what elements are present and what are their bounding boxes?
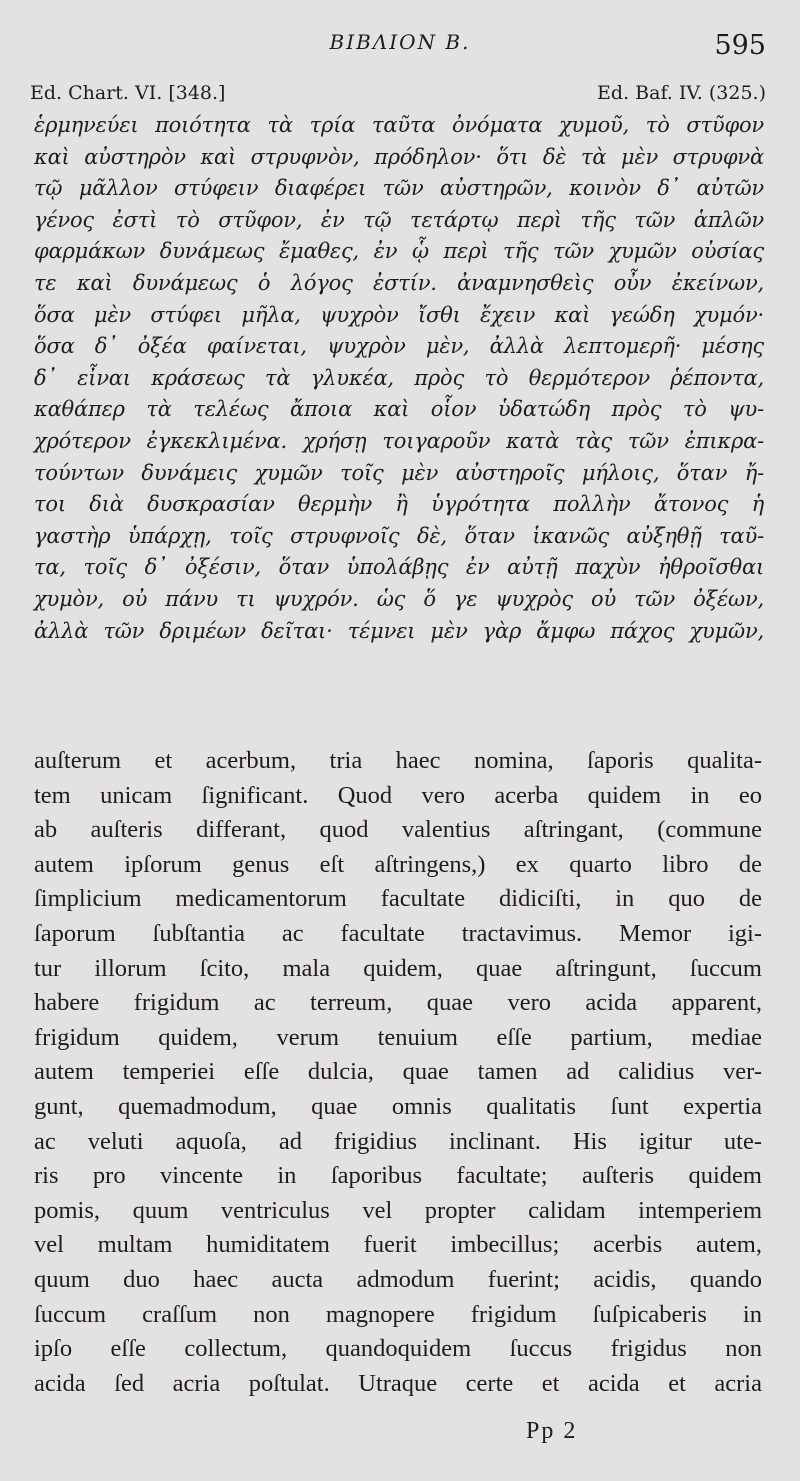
latin-line: ris pro vincente in ſaporibus facultate; auſteris quidem bbox=[34, 1162, 762, 1190]
greek-line: γένος ἐστὶ τὸ στῦφον, ἐν τῷ τετάρτῳ περὶ τῆς τῶν ἁπλῶν bbox=[34, 207, 764, 232]
greek-line: χυμὸν, οὐ πάνυ τι ψυχρόν. ὡς ὅ γε ψυχρὸς οὐ τῶν ὀξέων, bbox=[34, 586, 764, 611]
greek-line: τούντων δυνάμεις χυμῶν τοῖς μὲν αὐστηροῖς μήλοις, ὅταν ἤ- bbox=[34, 460, 764, 485]
greek-line: ἑρμηνεύει ποιότητα τὰ τρία ταῦτα ὀνόματα χυμοῦ, τὸ στῦφον bbox=[34, 113, 764, 137]
edition-reference-line bbox=[30, 80, 766, 106]
page-number: 595 bbox=[714, 30, 766, 61]
greek-line: γαστὴρ ὑπάρχῃ, τοῖς στρυφνοῖς δὲ, ὅταν ἱκανῶς αὐξηθῇ ταῦ- bbox=[34, 523, 764, 548]
running-title: ΒΙΒΛΙΟΝ Β. bbox=[329, 30, 471, 54]
greek-line: καὶ αὐστηρὸν καὶ στρυφνὸν, πρόδηλον· ὅτι δὲ τὰ μὲν στρυφνὰ bbox=[34, 144, 764, 169]
latin-line: ipſo eſſe collectum, quandoquidem ſuccus frigidus non bbox=[34, 1335, 762, 1363]
latin-line: acida ſed acria poſtulat. Utraque certe et acida et acria bbox=[34, 1369, 762, 1397]
latin-text-block bbox=[34, 744, 762, 1401]
greek-line: τα, τοῖς δ᾽ ὀξέσιν, ὅταν ὑπολάβῃς ἐν αὐτῇ παχὺν ἠθροῖσθαι bbox=[34, 555, 764, 580]
latin-line: ſimplicium medicamentorum facultate didiciſti, in quo de bbox=[34, 885, 762, 913]
edition-chartier-ref: Ed. Chart. VI. [348.] bbox=[30, 82, 226, 104]
latin-line: autem temperiei eſſe dulcia, quae tamen ad calidius ver- bbox=[34, 1058, 762, 1086]
latin-line: habere frigidum ac terreum, quae vero acida apparent, bbox=[34, 989, 762, 1017]
greek-line: ἀλλὰ τῶν δριμέων δεῖται· τέμνει μὲν γὰρ ἄμφω πάχος χυμῶν, bbox=[34, 618, 764, 643]
printer-signature-mark: Pp 2 bbox=[526, 1418, 578, 1444]
greek-text-block bbox=[34, 110, 764, 647]
latin-line: pomis, quum ventriculus vel propter calidam intemperiem bbox=[34, 1196, 762, 1224]
greek-line: ὅσα δ᾽ ὀξέα φαίνεται, ψυχρὸν μὲν, ἀλλὰ λεπτομερῆ· μέσης bbox=[34, 334, 764, 359]
greek-line: ὅσα μὲν στύφει μῆλα, ψυχρὸν ἴσθι ἔχειν καὶ γεώδη χυμόν· bbox=[34, 302, 764, 327]
latin-line: vel multam humiditatem fuerit imbecillus; acerbis autem, bbox=[34, 1231, 762, 1259]
edition-basel-ref: Ed. Baf. IV. (325.) bbox=[597, 82, 766, 104]
greek-line: καθάπερ τὰ τελέως ἄποια καὶ οἷον ὑδατώδη πρὸς τὸ ψυ- bbox=[34, 397, 764, 422]
latin-line: ſaporum ſubſtantia ac facultate tractavimus. Memor igi- bbox=[34, 919, 762, 947]
greek-line: φαρμάκων δυνάμεως ἔμαθες, ἐν ᾧ περὶ τῆς τῶν χυμῶν οὐσίας bbox=[34, 239, 764, 264]
greek-line: τε καὶ δυνάμεως ὁ λόγος ἐστίν. ἀναμνησθεὶς οὖν ἐκείνων, bbox=[34, 270, 764, 295]
latin-line: gunt, quemadmodum, quae omnis qualitatis ſunt expertia bbox=[34, 1092, 762, 1120]
greek-line: χρότερον ἐγκεκλιμένα. χρήσῃ τοιγαροῦν κατὰ τὰς τῶν ἐπικρα- bbox=[34, 428, 764, 453]
greek-line: δ᾽ εἶναι κράσεως τὰ γλυκέα, πρὸς τὸ θερμότερον ῥέποντα, bbox=[34, 365, 764, 390]
latin-line: ſuccum craſſum non magnopere frigidum ſuſpicaberis in bbox=[34, 1300, 762, 1328]
latin-line: ac veluti aquoſa, ad frigidius inclinant. His igitur ute- bbox=[34, 1127, 762, 1155]
latin-line: frigidum quidem, verum tenuium eſſe partium, mediae bbox=[34, 1023, 762, 1051]
latin-line: autem ipſorum genus eſt aſtringens,) ex quarto libro de bbox=[34, 850, 762, 878]
latin-line: tur illorum ſcito, mala quidem, quae aſtringunt, ſuccum bbox=[34, 954, 762, 982]
latin-line: auſterum et acerbum, tria haec nomina, ſaporis qualita- bbox=[34, 747, 762, 774]
latin-line: tem unicam ſignificant. Quod vero acerba quidem in eo bbox=[34, 781, 762, 809]
latin-line: ab auſteris differant, quod valentius aſtringant, (commune bbox=[34, 816, 762, 844]
latin-line: quum duo haec aucta admodum fuerint; acidis, quando bbox=[34, 1265, 762, 1293]
greek-line: τοι διὰ δυσκρασίαν θερμὴν ἢ ὑγρότητα πολλὴν ἄτονος ἡ bbox=[34, 492, 764, 517]
greek-line: τῷ μᾶλλον στύφειν διαφέρει τῶν αὐστηρῶν, κοινὸν δ᾽ αὐτῶν bbox=[34, 176, 764, 201]
